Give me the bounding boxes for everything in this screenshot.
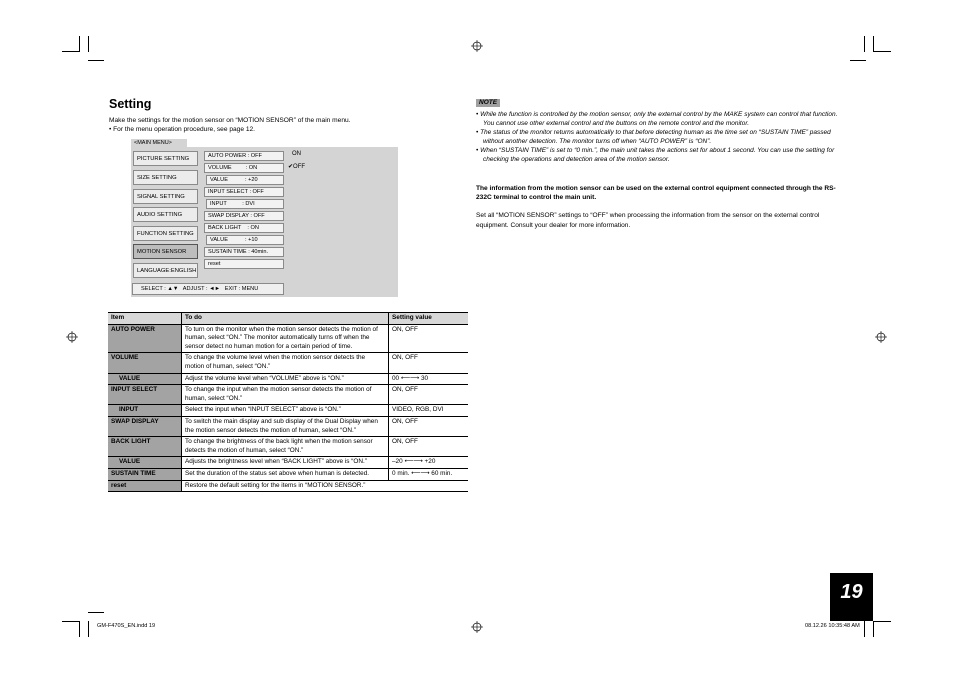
row-todo: To change the input when the motion sensor detects the motion of human, select “ON.” xyxy=(182,385,389,405)
note-item: • When “SUSTAIN TIME” is set to “0 min.”, the main unit takes the actions set for about 1 second. You can use the setting for checking the operations and detection area of the motion sensor. xyxy=(476,147,835,163)
row-item-label: VALUE xyxy=(119,458,141,466)
crop-mark xyxy=(864,36,865,52)
row-todo: To change the brightness of the back light when the motion sensor detects the motion of human, select “ON.” xyxy=(182,437,389,457)
table-row xyxy=(108,416,468,436)
note-label: NOTE xyxy=(476,99,500,107)
crop-mark xyxy=(873,621,891,622)
menu-item-function-setting[interactable]: FUNCTION SETTING xyxy=(133,226,198,241)
submenu-swap-display[interactable]: SWAP DISPLAY : OFF xyxy=(204,211,284,221)
crop-mark xyxy=(873,621,874,637)
row-item: VOLUME xyxy=(108,353,182,373)
table-row xyxy=(108,480,468,492)
column-header-item: Item xyxy=(108,313,182,325)
table-row xyxy=(108,373,468,385)
row-todo: To switch the main display and sub display of the Dual Display when the motion sensor detects the motion of human, select “ON.” xyxy=(182,416,389,436)
row-item-label: VALUE xyxy=(119,374,141,382)
table-row xyxy=(108,457,468,469)
crop-mark xyxy=(850,60,866,61)
menu-item-signal-setting[interactable]: SIGNAL SETTING xyxy=(133,189,198,204)
column-header-setting-value: Setting value xyxy=(389,313,469,325)
row-value: ON, OFF xyxy=(389,324,469,353)
row-item: AUTO POWER xyxy=(108,324,182,353)
registration-mark-icon xyxy=(471,621,483,633)
row-item: reset xyxy=(108,480,182,492)
registration-mark-icon xyxy=(471,40,483,52)
footer-timestamp: 08.12.26 10:35:48 AM xyxy=(805,623,860,629)
row-value: ON, OFF xyxy=(389,416,469,436)
row-todo: To change the volume level when the motion sensor detects the motion of human, select “ON.” xyxy=(182,353,389,373)
menu-item-motion-sensor[interactable]: MOTION SENSOR xyxy=(133,244,198,259)
submenu-reset[interactable]: reset xyxy=(204,259,284,269)
submenu-auto-power[interactable]: AUTO POWER : OFF xyxy=(204,151,284,161)
submenu-volume-value[interactable]: VALUE : +20 xyxy=(206,175,284,185)
registration-mark-icon xyxy=(875,331,887,343)
row-todo: Select the input when “INPUT SELECT” above is “ON.” xyxy=(182,405,389,417)
row-item xyxy=(108,405,182,417)
row-todo: Restore the default setting for the items in “MOTION SENSOR.” xyxy=(182,480,469,492)
crop-mark xyxy=(79,621,80,637)
crop-mark xyxy=(88,36,89,52)
table-row xyxy=(108,324,468,353)
submenu-sustain-time[interactable]: SUSTAIN TIME : 40min. xyxy=(204,247,284,257)
table-row xyxy=(108,468,468,480)
page-number: 19 xyxy=(830,573,873,621)
menu-status-bar: SELECT : ▲▼ ADJUST : ◄► EXIT : MENU xyxy=(132,283,284,295)
crop-mark xyxy=(88,612,104,613)
row-item: INPUT SELECT xyxy=(108,385,182,405)
crop-mark xyxy=(873,36,874,52)
crop-mark xyxy=(864,621,865,637)
row-value: VIDEO, RGB, DVI xyxy=(389,405,469,417)
row-item xyxy=(108,373,182,385)
row-item: SUSTAIN TIME xyxy=(108,468,182,480)
row-value: ON, OFF xyxy=(389,437,469,457)
table-row xyxy=(108,385,468,405)
table-row xyxy=(108,353,468,373)
row-todo: Set the duration of the status set above when human is detected. xyxy=(182,468,389,480)
row-value: 00 ⟵⟶ 30 xyxy=(389,373,469,385)
menu-tab: <MAIN MENU> xyxy=(131,139,187,148)
row-value: ON, OFF xyxy=(389,353,469,373)
row-todo: Adjust the volume level when “VOLUME” above is “ON.” xyxy=(182,373,389,385)
note-item: • The status of the monitor returns automatically to that before detecting human as the time set on “SUSTAIN TIME” passed without another detection. The monitor turns off when “AUTO POWER” is “ON”. xyxy=(476,129,831,145)
row-todo: To turn on the monitor when the motion sensor detects the motion of human, select “ON.” The monitor automatically turns off when the sensor detect no human motion for a certain period of time. xyxy=(182,324,389,353)
table-row xyxy=(108,437,468,457)
crop-mark xyxy=(79,36,80,52)
submenu-input[interactable]: INPUT : DVI xyxy=(206,199,284,209)
row-value: ON, OFF xyxy=(389,385,469,405)
submenu-volume[interactable]: VOLUME : ON xyxy=(204,163,284,173)
external-control-paragraph: Set all “MOTION SENSOR” settings to “OFF” when processing the information from the sensor on the external control equipment. Consult your dealer for more information. xyxy=(476,212,820,229)
submenu-back-light-value[interactable]: VALUE : +10 xyxy=(206,235,284,245)
row-item: SWAP DISPLAY xyxy=(108,416,182,436)
submenu-input-select[interactable]: INPUT SELECT : OFF xyxy=(204,187,284,197)
submenu-back-light[interactable]: BACK LIGHT : ON xyxy=(204,223,284,233)
row-item-label: INPUT xyxy=(119,406,139,414)
table-header-row xyxy=(108,313,468,325)
option-on[interactable]: ON xyxy=(292,151,301,157)
footer-file-info: GM-F470S_EN.indd 19 xyxy=(97,623,156,629)
menu-item-language[interactable]: LANGUAGE:ENGLISH xyxy=(133,263,198,278)
menu-item-size-setting[interactable]: SIZE SETTING xyxy=(133,170,198,185)
menu-item-picture-setting[interactable]: PICTURE SETTING xyxy=(133,151,198,166)
intro-line: Make the settings for the motion sensor on “MOTION SENSOR” of the main menu. xyxy=(109,117,351,124)
intro-text xyxy=(109,116,449,134)
rs232c-paragraph: The information from the motion sensor can be used on the external control equipment connected through the RS-232C terminal to control the main unit. xyxy=(476,185,836,201)
row-item: BACK LIGHT xyxy=(108,437,182,457)
settings-table xyxy=(108,312,468,492)
intro-line: • For the menu operation procedure, see page 12. xyxy=(109,126,255,133)
column-header-todo: To do xyxy=(182,313,389,325)
note-item: • While the function is controlled by the motion sensor, only the external control by the MAKE system can control that function. You cannot use other external control and the buttons on the remote control and the monitor. xyxy=(476,111,838,127)
registration-mark-icon xyxy=(66,331,78,343)
crop-mark xyxy=(88,60,104,61)
crop-mark xyxy=(873,51,891,52)
crop-mark xyxy=(88,621,89,637)
crop-mark xyxy=(62,51,80,52)
note-list xyxy=(476,110,841,164)
table-row xyxy=(108,405,468,417)
row-item xyxy=(108,457,182,469)
row-todo: Adjusts the brightness level when “BACK LIGHT” above is “ON.” xyxy=(182,457,389,469)
row-value: –20 ⟵⟶ +20 xyxy=(389,457,469,469)
crop-mark xyxy=(62,621,80,622)
option-off-checked[interactable]: ✔OFF xyxy=(288,164,306,170)
menu-item-audio-setting[interactable]: AUDIO SETTING xyxy=(133,207,198,222)
page-title: Setting xyxy=(109,97,152,111)
row-value: 0 min. ⟵⟶ 60 min. xyxy=(389,468,469,480)
